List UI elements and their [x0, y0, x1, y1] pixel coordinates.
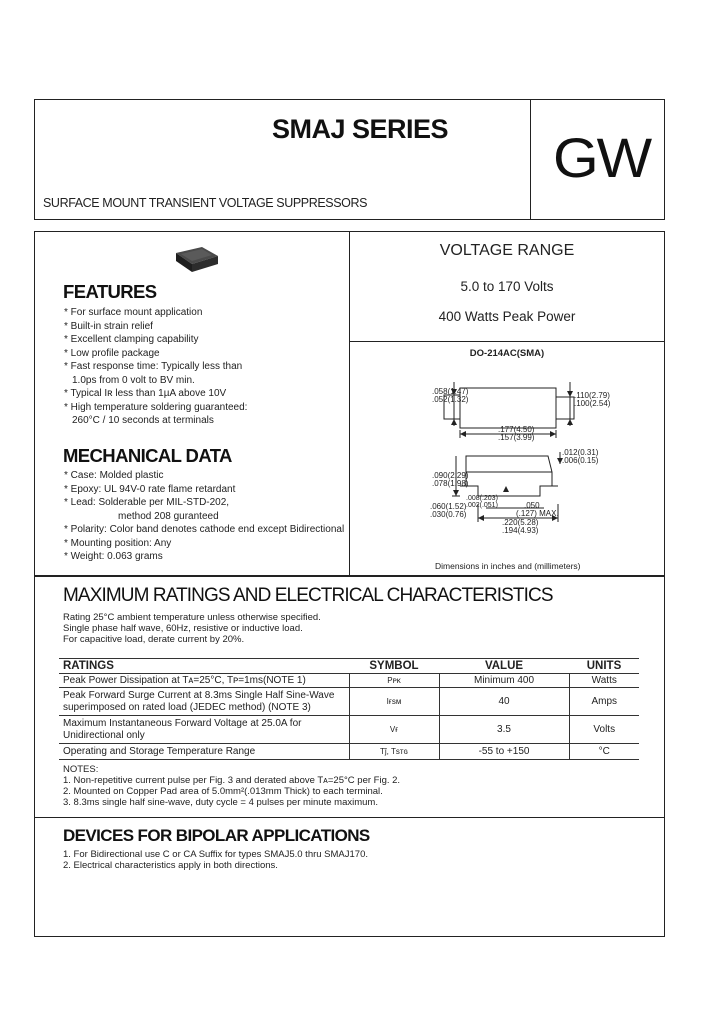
ratings-table [59, 658, 639, 760]
bipolar-list [63, 849, 368, 871]
dim-value: .220(5.28) [502, 518, 539, 527]
section-divider [34, 817, 665, 818]
dim-value: .012(0.31) [562, 448, 599, 457]
voltage-range-heading: VOLTAGE RANGE [439, 242, 575, 259]
dim-value: .177(4.50) [498, 425, 535, 434]
mechanical-heading: MECHANICAL DATA [63, 445, 232, 466]
table-row [59, 688, 639, 716]
rating-line: Unidirectional only [63, 729, 145, 741]
list-item: 260°C / 10 seconds at terminals [72, 415, 214, 426]
dim-value: .060(1.52) [430, 502, 467, 511]
list-item: method 208 guranteed [118, 510, 219, 522]
series-title: SMAJ SERIES [272, 114, 449, 144]
mechanical-list [64, 469, 344, 564]
symbol-cell: Vғ [349, 716, 439, 744]
value-cell: 3.5 [439, 716, 569, 744]
rating-line: superimposed on rated load (JEDEC method) (NOTE 3) [63, 701, 311, 713]
col-header-value: VALUE [439, 659, 569, 674]
note-line: NOTES: [63, 764, 99, 775]
dim-value: .110(2.79) [574, 391, 610, 400]
value-cell: Minimum 400 [439, 674, 569, 688]
dim-value: .090(2.29) [432, 471, 469, 480]
features-heading: FEATURES [63, 281, 157, 302]
dim-label [430, 503, 466, 519]
list-item: * Mounting position: Any [64, 537, 172, 549]
table-row [59, 674, 639, 688]
notes [63, 764, 400, 808]
list-item: * Epoxy: UL 94V-0 rate flame retardant [64, 483, 236, 495]
dim-label [466, 495, 498, 509]
header-divider [530, 99, 531, 220]
unit-cell: °C [569, 744, 639, 760]
gw-logo: GW [553, 126, 651, 189]
dim-label [432, 472, 468, 488]
list-item: * For surface mount application [64, 307, 203, 318]
voltage-range-power: 400 Watts Peak Power [438, 309, 576, 324]
symbol-cell: Pᴘᴋ [349, 674, 439, 688]
col-header-ratings: RATINGS [59, 659, 349, 674]
list-item: * Typical Iʀ less than 1µA above 10V [64, 388, 227, 399]
ratings-intro [63, 612, 321, 645]
subtitle: SURFACE MOUNT TRANSIENT VOLTAGE SUPPRESSORS [43, 196, 368, 210]
rating-line: Maximum Instantaneous Forward Voltage at 25.0A for [63, 717, 302, 729]
intro-line: Rating 25°C ambient temperature unless otherwise specified. [63, 612, 321, 623]
dim-label [574, 392, 610, 408]
table-row [59, 716, 639, 744]
dim-value: .002(.051) [466, 502, 498, 509]
intro-line: Single phase half wave, 60Hz, resistive or inductive load. [63, 623, 303, 634]
dim-value: .078(1.98) [432, 479, 469, 488]
features-list [64, 306, 247, 428]
list-item: 2. Electrical characteristics apply in both directions. [63, 860, 278, 871]
col-header-units: UNITS [569, 659, 639, 674]
list-item: * Excellent clamping capability [64, 334, 199, 345]
list-item: * Low profile package [64, 347, 160, 359]
voltage-divider [349, 341, 665, 342]
rating-line: Peak Forward Surge Current at 8.3ms Single Half Sine-Wave [63, 689, 335, 701]
dim-value: .058(1.47) [432, 387, 469, 396]
package-name: DO-214AC(SMA) [469, 348, 545, 359]
col-header-symbol: SYMBOL [349, 659, 439, 674]
note-line: 1. Non-repetitive current pulse per Fig. 3 and derated above Tᴀ=25°C per Fig. 2. [63, 775, 401, 786]
dim-value: .008(.203) [466, 495, 498, 502]
dim-label [502, 519, 538, 535]
unit-cell: Watts [569, 674, 639, 688]
dim-label [562, 449, 598, 465]
dim-label [498, 426, 534, 442]
dim-label [516, 502, 559, 518]
dim-value: (.127) MAX. [516, 509, 559, 518]
value-cell: 40 [439, 688, 569, 716]
bipolar-heading: DEVICES FOR BIPOLAR APPLICATIONS [63, 826, 370, 845]
intro-line: For capacitive load, derate current by 20%. [63, 634, 245, 645]
dim-value: .157(3.99) [498, 433, 535, 442]
list-item: * Polarity: Color band denotes cathode end except Bidirectional [64, 524, 345, 535]
value-cell: -55 to +150 [439, 744, 569, 760]
list-item: 1.0ps from 0 volt to BV min. [72, 374, 195, 386]
list-item: * Case: Molded plastic [64, 470, 164, 481]
dim-value: .050 [524, 501, 540, 510]
dim-value: .006(0.15) [562, 456, 599, 465]
list-item: * Built-in strain relief [64, 320, 153, 332]
unit-cell: Volts [569, 716, 639, 744]
list-item: * Fast response time: Typically less than [64, 361, 243, 372]
rating-cell [59, 688, 349, 716]
symbol-cell: Iғѕᴍ [349, 688, 439, 716]
unit-cell: Amps [569, 688, 639, 716]
dim-value: .030(0.76) [430, 510, 467, 519]
dim-label [432, 388, 468, 404]
dim-value: .100(2.54) [574, 399, 611, 408]
list-item: * High temperature soldering guaranteed: [64, 401, 248, 413]
dim-value: .194(4.93) [502, 526, 539, 535]
note-line: 3. 8.3ms single half sine-wave, duty cycle = 4 pulses per minute maximum. [63, 797, 378, 808]
table-row [59, 744, 639, 760]
list-item: * Weight: 0.063 grams [64, 551, 163, 562]
list-item: 1. For Bidirectional use C or CA Suffix for types SMAJ5.0 thru SMAJ170. [63, 849, 369, 860]
dimensions-note: Dimensions in inches and (millimeters) [435, 561, 581, 571]
dim-value: .052(1.32) [432, 395, 469, 404]
component-image [172, 244, 222, 274]
rating-cell: Peak Power Dissipation at Tᴀ=25°C, Tᴘ=1ms(NOTE 1) [59, 674, 349, 688]
note-line: 2. Mounted on Copper Pad area of 5.0mm²(.013mm Thick) to each terminal. [63, 786, 383, 797]
ratings-heading: MAXIMUM RATINGS AND ELECTRICAL CHARACTERISTICS [63, 585, 553, 606]
list-item: * Lead: Solderable per MIL-STD-202, [64, 497, 230, 508]
symbol-cell: Tĵ, Tѕᴛɢ [349, 744, 439, 760]
rating-cell [59, 716, 349, 744]
voltage-range-volts: 5.0 to 170 Volts [460, 279, 554, 294]
rating-cell: Operating and Storage Temperature Range [59, 744, 349, 760]
